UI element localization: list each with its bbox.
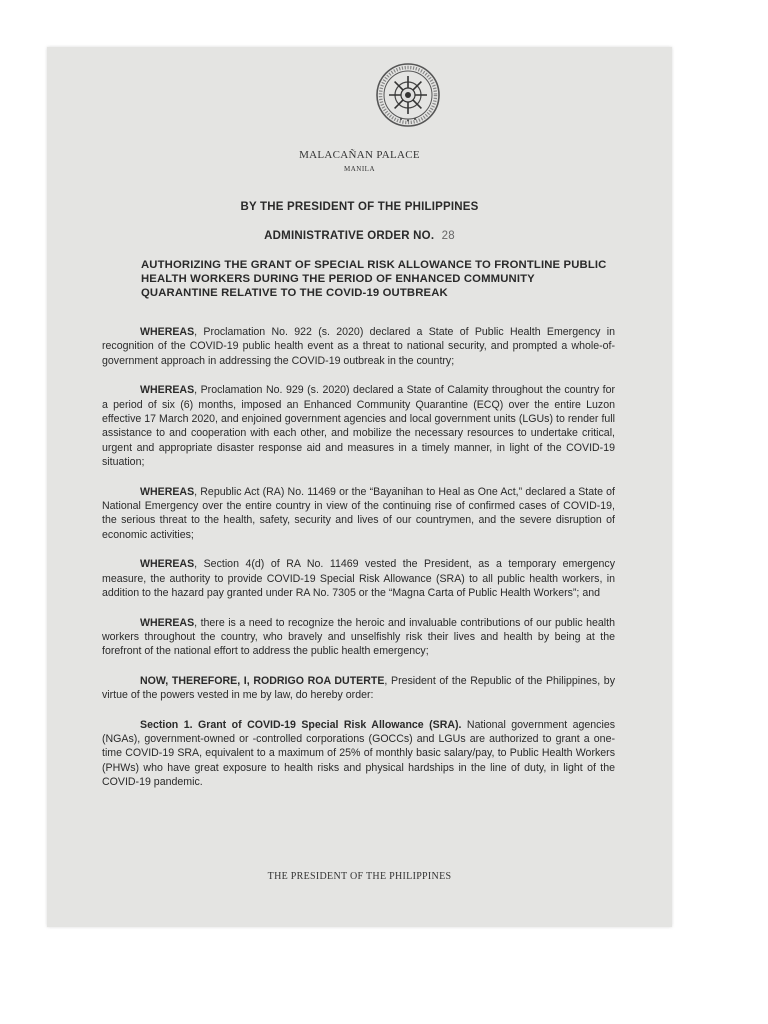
paragraph-lead: WHEREAS	[140, 616, 195, 629]
now-therefore-paragraph	[102, 674, 615, 703]
whereas-paragraph-5	[102, 616, 615, 659]
paragraph-text: , Proclamation No. 929 (s. 2020) declared a State of Calamity throughout the country for a period of six (6) months, imposed an Enhanced Community Quarantine (ECQ) over the entire Luzon effective 17 March 2020, and enjoined government agencies and local government units (LGUs) to render full assistance to and cooperation with each other, and mobilize the necessary resources to undertake critical, urgent and appropriate disaster response aid and measures in a timely manner, in light of the COVID-19 situation;	[102, 384, 615, 469]
section-1-text: National government agencies (NGAs), government-owned or -controlled corporations (GOCCs) and LGUs are authorized to grant a one-time COVID-19 SRA, equivalent to a maximum of 25% of monthly basic salary/pay, to Public Health Workers (PHWs) who have great exposure to health risks and physical hardships in the line of duty, in light of the COVID-19 pandemic.	[102, 718, 616, 789]
order-title: AUTHORIZING THE GRANT OF SPECIAL RISK ALLOWANCE TO FRONTLINE PUBLIC HEALTH WORKERS DURING THE PERIOD OF ENHANCED COMMUNITY QUARANTINE RELATIVE TO THE COVID-19 OUTBREAK	[141, 259, 607, 299]
paragraph-lead: WHEREAS	[140, 558, 195, 571]
paragraph-text: , President of the Republic of the Philippines, by virtue of the powers vested in me by law, do hereby order:	[102, 674, 615, 702]
order-label: ADMINISTRATIVE ORDER NO.	[264, 230, 435, 242]
section-1-paragraph	[102, 718, 615, 790]
section-1-title: Section 1. Grant of COVID-19 Special Risk Allowance (SRA).	[140, 718, 462, 731]
paragraph-text: , Section 4(d) of RA No. 11469 vested the President, as a temporary emergency measure, the authority to provide COVID-19 Special Risk Allowance (SRA) to all public health workers, in addition to the hazard pay granted under RA No. 7305 or the “Magna Carta of Public Health Workers”; and	[102, 558, 615, 600]
presidential-seal-icon	[375, 62, 441, 128]
document-body	[102, 325, 615, 805]
whereas-paragraph-3	[102, 485, 615, 543]
palace-name: MALACAÑAN PALACE	[299, 149, 420, 161]
order-number: 28	[441, 230, 455, 242]
order-heading	[47, 230, 672, 242]
paragraph-text: , there is a need to recognize the heroic and invaluable contributions of our public health workers throughout the country, who bravely and unselfishly risk their lives and health by being at the forefront of the national effort to address the public health emergency;	[102, 616, 615, 658]
paragraph-lead: WHEREAS	[140, 326, 195, 338]
paragraph-text: , Republic Act (RA) No. 11469 or the “Bayanihan to Heal as One Act,” declared a State of National Emergency over the entire country in view of the continuing rise of confirmed cases of COVID-19, the serious threat to the health, safety, security and lives of our countrymen, and the severe disruption of economic activities;	[102, 485, 615, 541]
whereas-paragraph-4	[102, 557, 615, 600]
footer-title: THE PRESIDENT OF THE PHILIPPINES	[267, 871, 452, 882]
palace-city: MANILA	[344, 165, 375, 173]
paragraph-text: , Proclamation No. 922 (s. 2020) declared a State of Public Health Emergency in recognition of the COVID-19 public health event as a threat to national security, and prompted a whole-of-government approach in addressing the COVID-19 outbreak in the country;	[102, 326, 615, 367]
whereas-paragraph-1	[102, 325, 615, 368]
paragraph-lead: NOW, THEREFORE, I, RODRIGO ROA DUTERTE	[140, 674, 385, 687]
document-page	[47, 47, 672, 927]
whereas-paragraph-2	[102, 383, 615, 469]
paragraph-lead: WHEREAS	[140, 384, 195, 397]
paragraph-lead: WHEREAS	[140, 485, 195, 498]
issuer-heading: BY THE PRESIDENT OF THE PHILIPPINES	[240, 201, 479, 213]
